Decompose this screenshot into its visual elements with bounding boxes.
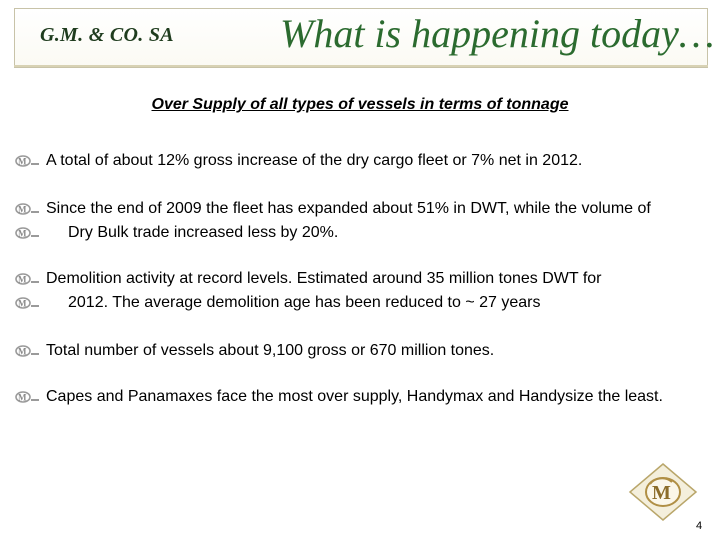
bullet-text: 2012. The average demolition age has been reduced to ~ 27 years <box>68 294 541 311</box>
header-divider <box>14 65 708 67</box>
bullet-text: Dry Bulk trade increased less by 20%. <box>68 224 339 241</box>
cm-bullet-icon <box>14 203 40 215</box>
bullet-text: A total of about 12% gross increase of the dry cargo fleet or 7% net in 2012. <box>46 152 583 169</box>
bullet-text: Demolition activity at record levels. Estimated around 35 million tones DWT for <box>46 270 602 287</box>
bullet-item <box>14 386 663 408</box>
cm-bullet-icon <box>14 391 40 403</box>
svg-text:M: M <box>18 392 27 403</box>
slide-title: What is happening today… <box>280 11 715 56</box>
bullet-item <box>14 268 601 290</box>
bullet-continuation <box>14 292 540 314</box>
svg-text:M: M <box>18 156 27 167</box>
cm-bullet-icon <box>14 273 40 285</box>
bullet-item <box>14 340 494 362</box>
bullet-text: Total number of vessels about 9,100 gross or 670 million tones. <box>46 342 495 359</box>
bullet-text: Capes and Panamaxes face the most over supply, Handymax and Handysize the least. <box>46 388 663 405</box>
svg-text:M: M <box>18 204 27 215</box>
bullet-item <box>14 198 651 220</box>
bullet-continuation <box>14 222 338 244</box>
slide-subtitle: Over Supply of all types of vessels in terms of tonnage <box>151 96 569 113</box>
svg-text:M: M <box>18 298 27 309</box>
page-number: 4 <box>696 520 703 532</box>
svg-text:M: M <box>18 274 27 285</box>
gm-monogram-logo-icon <box>628 462 698 522</box>
svg-text:M: M <box>652 482 671 504</box>
cm-bullet-icon <box>14 297 40 309</box>
cm-bullet-icon <box>14 227 40 239</box>
svg-text:M: M <box>18 346 27 357</box>
bullet-item <box>14 150 582 172</box>
cm-bullet-icon <box>14 155 40 167</box>
svg-text:M: M <box>18 228 27 239</box>
bullet-text: Since the end of 2009 the fleet has expanded about 51% in DWT, while the volume of <box>46 200 651 217</box>
cm-bullet-icon <box>14 345 40 357</box>
company-name: G.M. & CO. SA <box>40 24 174 46</box>
